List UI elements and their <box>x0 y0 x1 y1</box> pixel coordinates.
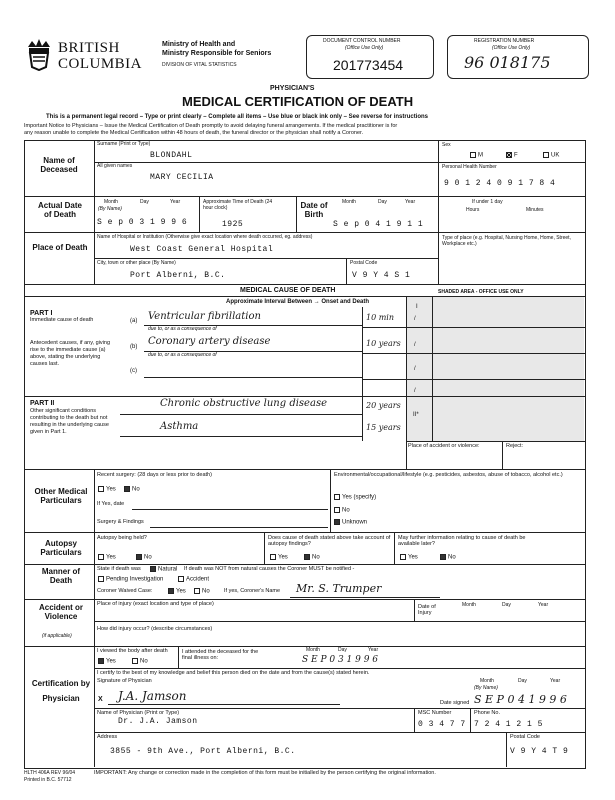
registration-box <box>447 35 589 79</box>
place-of-death-label: Place of Death <box>32 243 88 252</box>
cause-b-label: (b) <box>130 344 138 350</box>
office-slash-3: / <box>414 366 416 372</box>
pending-checkbox[interactable]: Pending Investigation <box>98 576 163 583</box>
ministry-line1: Ministry of Health and <box>162 41 236 48</box>
form-title: MEDICAL CERTIFICATION OF DEATH <box>182 94 414 109</box>
notice-line2: any reason unable to complete the Medical Certification within 48 hours of death, the funeral director or the physician shall notify a Coroner. <box>24 130 364 136</box>
doc-control-number: 201773454 <box>333 57 404 73</box>
env-unknown-checkbox[interactable]: Unknown <box>334 519 367 526</box>
further-info-label: May further information relating to cause of death be available later? <box>398 535 526 548</box>
sex-f-checkbox[interactable]: F <box>506 152 518 159</box>
accident-checkbox[interactable]: Accident <box>178 576 209 583</box>
cause-c-label: (c) <box>130 368 137 374</box>
office-I: I <box>416 304 418 310</box>
doc-control-box <box>306 35 434 79</box>
further-no-checkbox[interactable]: No <box>440 554 456 561</box>
how-injury-label: How did injury occur? (describe circumstances) <box>97 626 213 632</box>
viewed-yes-checkbox[interactable]: Yes <box>98 658 116 665</box>
shaded-area-label: SHADED AREA - OFFICE USE ONLY <box>438 289 524 295</box>
office-slash-2: / <box>414 342 416 348</box>
antecedent-desc: Antecedent causes, if any, giving rise to the immediate cause (a) above, stating the underlying causes last. <box>30 340 111 367</box>
place-postal-label: Postal Code <box>350 260 378 266</box>
date-signed-label: Date signed <box>440 700 470 706</box>
part2-interval-1: 20 years <box>366 401 401 410</box>
surgery-yes-checkbox[interactable]: Yes <box>98 486 116 493</box>
address-value: 3855 - 9th Ave., Port Alberni, B.C. <box>110 747 296 756</box>
signed-byname-label: (By Name) <box>474 685 498 691</box>
part2-desc: Other significant conditions contributing to the death but not resulting in the underlying cause given in Part 1. <box>30 408 109 435</box>
dob-value: S e p 0 4 1 9 1 1 <box>333 220 424 229</box>
time-of-death-label: Approximate Time of Death (24 hour clock) <box>203 199 273 211</box>
injury-month-label: Month <box>462 602 476 608</box>
important-footer: IMPORTANT: Any change or correction made in the completion of this form must be initialled by the person certifying the original information. <box>94 770 436 776</box>
sex-m-checkbox[interactable]: M <box>470 152 483 159</box>
signed-month-label: Month <box>480 678 494 684</box>
cause-a-label: (a) <box>130 318 138 324</box>
division-label: DIVISION OF VITAL STATISTICS <box>162 62 237 68</box>
surgery-findings-label: Surgery & Findings <box>97 519 144 525</box>
registration-number: 96 018175 <box>464 53 551 72</box>
dod-year-label: Year <box>170 199 181 205</box>
findings-yes-checkbox[interactable]: Yes <box>270 554 288 561</box>
coroner-name-label: If yes, Coroner's Name <box>224 588 281 594</box>
injury-place-label: Place of injury (exact location and type of place) <box>97 601 214 607</box>
viewed-no-checkbox[interactable]: No <box>132 658 148 665</box>
attended-year-label: Year <box>368 647 379 653</box>
office-II: II* <box>413 412 419 418</box>
part1-desc: Immediate cause of death <box>30 317 94 323</box>
cause-b-interval: 10 years <box>366 339 401 348</box>
autopsy-held-label: Autopsy being held? <box>97 535 147 541</box>
due-to-b: due to, or as a consequence of <box>148 352 217 358</box>
place-of-accident-label: Place of accident or violence: <box>408 443 480 449</box>
cert-postal-value: V 9 Y 4 T 9 <box>510 747 569 756</box>
reject-label: Reject: <box>506 443 524 449</box>
coroner-waived-label: Coroner Waived Case: <box>97 588 153 594</box>
state-if-label: State if death was <box>97 566 141 572</box>
phone-value: 7 2 4 1 2 1 5 <box>474 720 543 729</box>
physician-name-label: Name of Physician (Print or Type) <box>97 710 180 716</box>
actual-date-of-death-label: Actual Date of Death <box>37 201 82 220</box>
cause-a-value: Ventricular fibrillation <box>148 311 261 322</box>
injury-year-label: Year <box>538 602 549 608</box>
date-of-injury-label: Date of Injury <box>418 604 436 617</box>
doc-control-sub: (Office Use Only) <box>345 45 384 51</box>
city-label: City, town or other place (By Name) <box>97 260 176 266</box>
certify-statement: I certify to the best of my knowledge and belief this person died on the date and from the cause(s) stated herein. <box>97 670 370 676</box>
dob-year-label: Year <box>405 199 416 205</box>
crown-crest-icon <box>24 37 54 71</box>
place-postal-value: V 9 Y 4 S 1 <box>352 271 411 280</box>
doc-control-label: DOCUMENT CONTROL NUMBER <box>323 38 401 44</box>
surname-value: BLONDAHL <box>150 151 193 160</box>
physicians-label: PHYSICIAN'S <box>270 85 315 92</box>
other-medical-label: Other Medical Particulars <box>34 487 88 506</box>
surgery-no-checkbox[interactable]: No <box>124 486 140 493</box>
part2-value-2: Asthma <box>160 421 199 432</box>
under-1-day-label: If under 1 day <box>472 199 503 205</box>
cause-a-interval: 10 min <box>366 313 395 322</box>
dod-month-label: Month <box>104 199 118 205</box>
form-subtitle: This is a permanent legal record – Type or print clearly – Complete all items – Use blue or black ink only – See reverse for instructions <box>46 114 429 120</box>
physician-signature: J.A. Jamson <box>118 689 187 703</box>
phn-value: 9 0 1 2 4 0 9 1 7 8 4 <box>444 179 556 188</box>
signed-day-label: Day <box>518 678 527 684</box>
cause-heading: MEDICAL CAUSE OF DEATH <box>240 287 336 294</box>
autopsy-label: Autopsy Particulars <box>40 539 82 558</box>
autopsy-no-checkbox[interactable]: No <box>136 554 152 561</box>
part2-label: PART II <box>30 400 55 407</box>
accident-label: Accident or Violence <box>38 603 83 622</box>
office-slash-4: / <box>414 388 416 394</box>
given-names-value: MARY CECILIA <box>150 173 214 182</box>
signature-x: X <box>98 696 103 703</box>
logo-british: BRITISH <box>58 40 120 56</box>
notice-line1: Important Notice to Physicians – Issue the Medical Certification of Death promptly to avoid delaying funeral arrangements. If the medical practitioner is for <box>24 123 398 129</box>
attended-label: I attended the deceased for the final illness on: <box>182 649 259 662</box>
dod-value: S e p 0 3 1 9 9 6 <box>97 218 188 227</box>
not-natural-label: If death was NOT from natural causes the Coroner MUST be notified - <box>184 566 355 572</box>
registration-sub: (Office Use Only) <box>492 45 531 51</box>
physician-name-value: Dr. J.A. Jamson <box>118 717 198 726</box>
hours-label: Hours <box>466 207 480 213</box>
name-of-deceased-label: Name of Deceased <box>40 156 78 175</box>
office-slash-1: / <box>414 316 416 322</box>
autopsy-yes-checkbox[interactable]: Yes <box>98 554 116 561</box>
date-of-birth-label: Date of Birth <box>300 201 328 220</box>
due-to-a: due to, or as a consequence of <box>148 326 217 332</box>
signature-label: Signature of Physician <box>97 678 152 684</box>
natural-checkbox[interactable]: Natural <box>150 566 177 573</box>
attended-month-label: Month <box>306 647 320 653</box>
manner-label: Manner of Death <box>41 567 81 586</box>
hospital-label: Name of Hospital or Institution (Otherwise give exact location where death occurred, eg. address) <box>97 234 313 240</box>
cause-b-value: Coronary artery disease <box>148 336 271 347</box>
findings-no-checkbox[interactable]: No <box>304 554 320 561</box>
printed-in: Printed in B.C. 57712 <box>24 777 72 783</box>
surname-label: Surname (Print or Type) <box>97 141 151 147</box>
attended-date-value: S E P 0 3 1 9 9 6 <box>302 655 379 665</box>
sex-uk-checkbox[interactable]: UK <box>543 152 559 159</box>
interval-label: Approximate Interval Between → Onset and Death <box>226 299 370 305</box>
msc-value: 0 3 4 7 7 <box>418 720 466 729</box>
viewed-body-label: I viewed the body after death <box>97 648 168 654</box>
logo-columbia: COLUMBIA <box>58 56 143 72</box>
phone-label: Phone No. <box>474 710 500 716</box>
ministry-line2: Ministry Responsible for Seniors <box>162 50 272 57</box>
further-yes-checkbox[interactable]: Yes <box>400 554 418 561</box>
part1-label: PART I <box>30 310 53 317</box>
date-signed-value: S E P 0 4 1 9 9 6 <box>474 693 567 706</box>
dod-byname-label: (By Name) <box>98 206 122 212</box>
signed-year-label: Year <box>550 678 561 684</box>
waived-yes-checkbox[interactable]: Yes <box>168 588 186 595</box>
dod-day-label: Day <box>140 199 149 205</box>
city-value: Port Alberni, B.C. <box>130 271 226 280</box>
form-number: HLTH 406A REV 96/04 <box>24 770 76 776</box>
applicable-label: (if applicable) <box>42 633 72 639</box>
minutes-label: Minutes <box>526 207 544 213</box>
hospital-value: West Coast General Hospital <box>130 245 274 254</box>
environmental-label: Environmental/occupational/lifestyle (e.g. pesticides, asbestos, abuse of tobacco, alcohol etc.) <box>334 472 563 478</box>
env-yes-checkbox[interactable]: Yes (specify) <box>334 494 376 501</box>
bc-logo <box>24 37 154 73</box>
recent-surgery-label: Recent surgery: (28 days or less prior to death) <box>97 472 212 478</box>
waived-no-checkbox[interactable]: No <box>194 588 210 595</box>
coroner-name-value: Mr. S. Trumper <box>296 582 382 595</box>
autopsy-findings-label: Does cause of death stated above take account of autopsy findings? <box>268 535 391 548</box>
cert-postal-label: Postal Code <box>510 734 540 740</box>
address-label: Address <box>97 734 118 740</box>
sex-label: Sex <box>442 142 451 148</box>
part2-interval-2: 15 years <box>366 423 401 432</box>
env-no-checkbox[interactable]: No <box>334 507 350 514</box>
type-of-place-label: Type of place (e.g. Hospital, Nursing Home, Home, Street, Workplace etc.) <box>442 235 571 247</box>
given-names-label: All given names <box>97 163 133 169</box>
registration-label: REGISTRATION NUMBER <box>474 38 535 44</box>
dob-day-label: Day <box>378 199 387 205</box>
dob-month-label: Month <box>342 199 356 205</box>
time-of-death-value: 1925 <box>222 220 244 229</box>
injury-day-label: Day <box>502 602 511 608</box>
phn-label: Personal Health Number <box>442 164 497 170</box>
part2-value-1: Chronic obstructive lung disease <box>160 398 327 409</box>
certification-label: Certification by Physician <box>31 679 91 704</box>
msc-label: MSC Number <box>418 710 452 716</box>
attended-day-label: Day <box>338 647 347 653</box>
if-yes-date-label: If Yes, date <box>97 501 125 507</box>
